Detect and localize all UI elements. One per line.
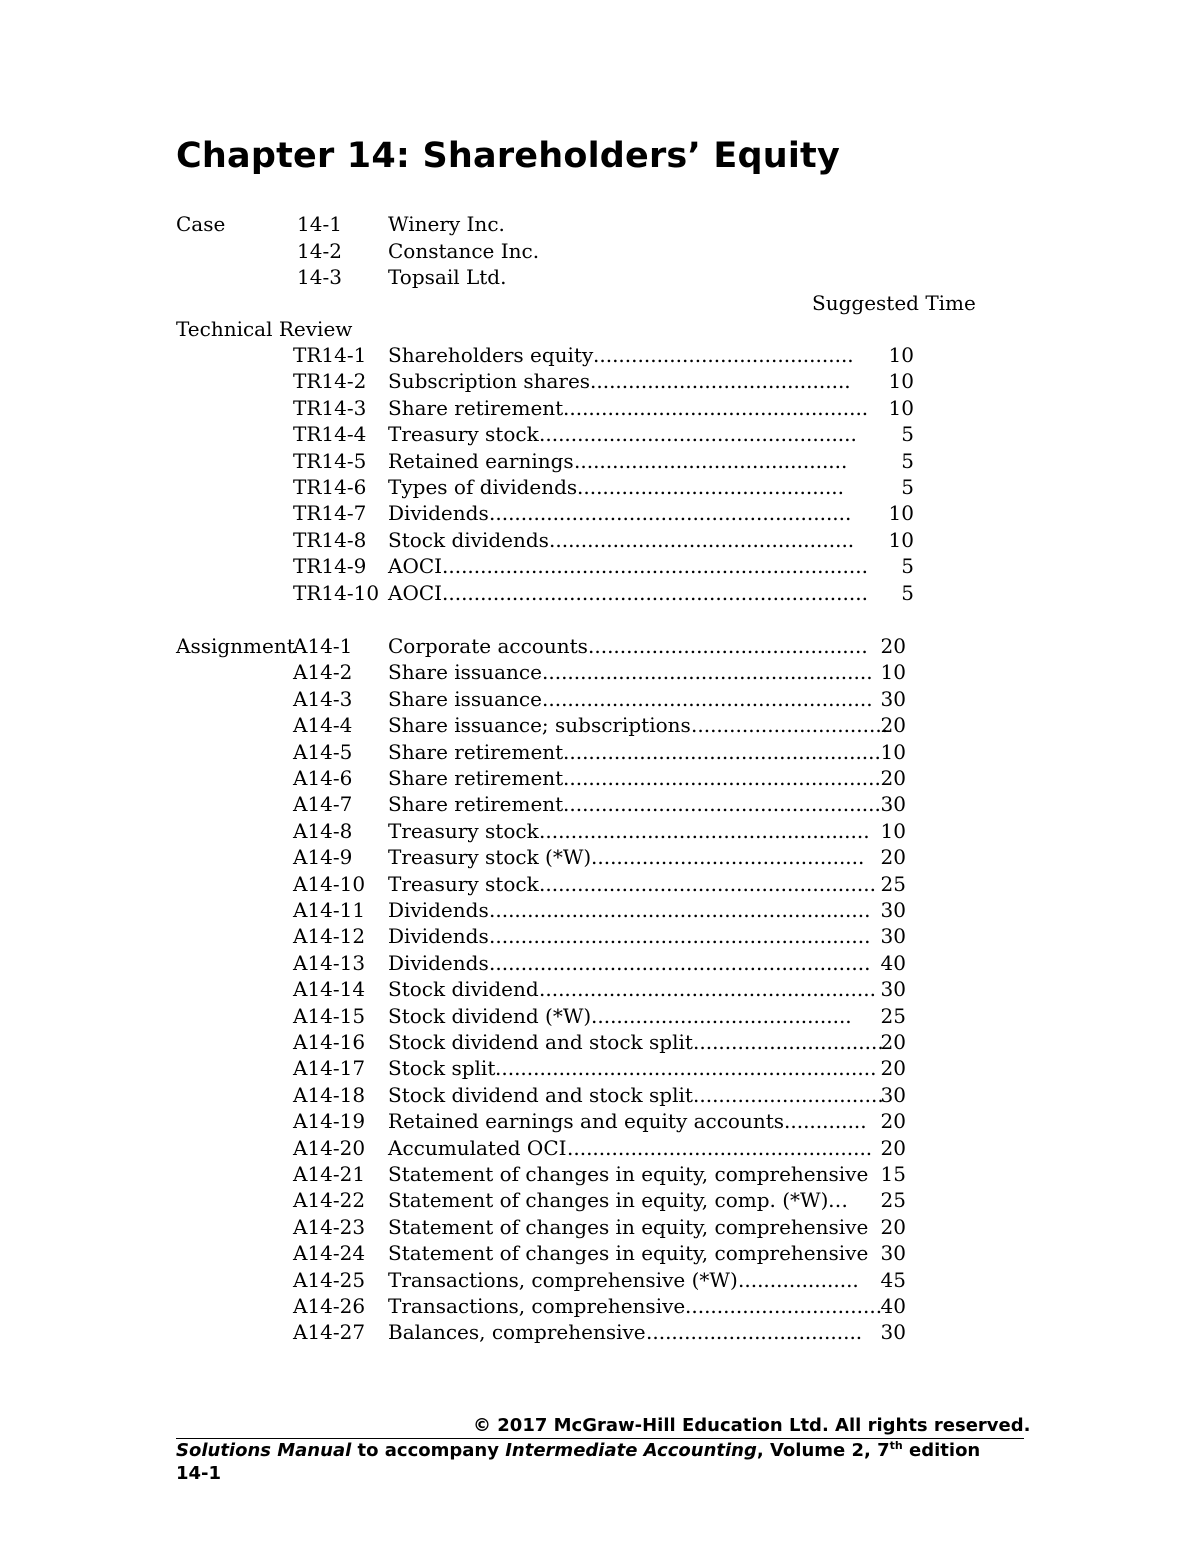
tr-time: 10 [888, 343, 914, 367]
assignment-name: Stock split [388, 1056, 496, 1081]
assignment-name: Dividends [388, 898, 489, 922]
assignment-name: Transactions, comprehensive [388, 1294, 686, 1318]
assignment-id: A14-2 [293, 660, 353, 685]
assignment-time: 30 [880, 1320, 906, 1345]
tr-name: Types of dividends [388, 475, 578, 499]
assignment-leader-dots: ......................................... [591, 1003, 852, 1028]
copyright-notice: © 2017 McGraw-Hill Education Ltd. All rights reserved. [473, 1415, 1031, 1436]
tr-time: 5 [901, 580, 914, 605]
assignment-name: Retained earnings and equity accounts [388, 1109, 785, 1134]
book-citation [176, 1440, 980, 1462]
assignment-id: A14-26 [293, 1294, 366, 1318]
tr-leader-dots: .................................................. [539, 422, 857, 447]
tr-time: 5 [901, 475, 914, 499]
book-title: Intermediate Accounting [505, 1440, 757, 1461]
assignment-time: 25 [880, 1003, 906, 1028]
assignment-time: 25 [880, 1188, 906, 1213]
assignment-id: A14-6 [293, 766, 353, 790]
assignment-name: Dividends [388, 950, 489, 975]
assignment-time: 10 [880, 818, 906, 843]
assignment-leader-dots: ............................................................ [489, 898, 871, 922]
assignment-leader-dots: ............. [784, 1109, 867, 1134]
assignment-name: Treasury stock [388, 818, 539, 843]
assignment-leader-dots: .................................................... [542, 660, 873, 685]
assignment-time: 30 [880, 898, 906, 922]
edition-superscript: th [889, 1439, 903, 1452]
assignment-name: Stock dividend (*W) [388, 1003, 592, 1028]
assignment-leader-dots: .............................. [693, 1082, 884, 1107]
tr-time: 5 [901, 422, 914, 447]
citation-accompany: to accompany [351, 1440, 506, 1461]
tr-name: Treasury stock [388, 422, 539, 447]
manual-title: Solutions Manual [176, 1440, 352, 1461]
assignment-leader-dots: ............................................ [588, 634, 868, 658]
case-id: 14-3 [297, 265, 342, 289]
assignment-id: A14-20 [293, 1135, 366, 1160]
assignment-time: 30 [880, 686, 906, 711]
tr-id: TR14-9 [293, 554, 367, 579]
assignment-id: A14-1 [293, 634, 353, 658]
assignment-time: 20 [880, 1109, 906, 1134]
assignment-time: 10 [880, 660, 906, 685]
assignment-leader-dots: … [828, 1188, 848, 1213]
tr-leader-dots: ................................................ [549, 527, 855, 552]
case-id: 14-2 [297, 238, 342, 263]
assignment-id: A14-22 [293, 1188, 366, 1213]
assignment-leader-dots: ............................... [685, 1294, 883, 1318]
assignment-id: A14-13 [293, 950, 366, 975]
citation-edition: edition [902, 1440, 981, 1461]
assignment-name: Treasury stock (*W) [388, 845, 592, 870]
assignment-time: 30 [880, 1082, 906, 1107]
citation-volume: , Volume 2, 7 [756, 1440, 890, 1461]
assignment-leader-dots: ..................................................... [539, 871, 876, 896]
assignment-leader-dots: ..................................................... [539, 977, 876, 1002]
assignment-id: A14-25 [293, 1267, 366, 1292]
tr-leader-dots: ......................................... [593, 343, 854, 367]
assignment-name: Statement of changes in equity, comprehensive [388, 1241, 869, 1266]
assignment-id: A14-27 [293, 1320, 366, 1345]
assignment-name: Accumulated OCI [388, 1135, 567, 1160]
assignment-name: Statement of changes in equity, comprehensive [388, 1162, 869, 1186]
assignment-id: A14-5 [293, 739, 353, 764]
assignment-name: Stock dividend and stock split [388, 1082, 693, 1107]
assignment-id: A14-17 [293, 1056, 366, 1081]
tr-name: Subscription shares [388, 369, 591, 394]
assignment-name: Dividends [388, 924, 489, 949]
assignment-time: 20 [880, 634, 906, 658]
assignment-id: A14-19 [293, 1109, 366, 1134]
tr-leader-dots: ................................................ [563, 395, 869, 420]
assignment-id: A14-14 [293, 977, 366, 1002]
tr-time: 10 [888, 395, 914, 420]
assignment-id: A14-24 [293, 1241, 366, 1266]
assignment-leader-dots: ................... [738, 1267, 859, 1292]
assignment-time: 40 [880, 1294, 906, 1318]
assignment-leader-dots: ............................................................ [489, 924, 871, 949]
tr-time: 10 [888, 369, 914, 394]
assignment-name: Share issuance; subscriptions [388, 713, 691, 738]
assignment-name: Treasury stock [388, 871, 539, 896]
assignment-time: 30 [880, 1241, 906, 1266]
tr-id: TR14-1 [293, 343, 367, 367]
assignment-time: 20 [880, 1214, 906, 1239]
assignment-time: 30 [880, 924, 906, 949]
assignment-name: Share retirement [388, 792, 564, 817]
tr-name: AOCI [388, 580, 443, 605]
tr-id: TR14-4 [293, 422, 367, 447]
assignment-time: 45 [880, 1267, 906, 1292]
assignment-id: A14-15 [293, 1003, 366, 1028]
assignment-time: 20 [880, 713, 906, 738]
assignment-name: Share retirement [388, 739, 564, 764]
page-title: Chapter 14: Shareholders’ Equity [176, 136, 840, 176]
assignment-id: A14-4 [293, 713, 353, 738]
tr-name: Share retirement [388, 395, 564, 420]
tr-id: TR14-10 [293, 580, 380, 605]
case-name: Winery Inc. [388, 212, 505, 236]
tr-leader-dots: ................................................................... [442, 580, 868, 605]
assignment-leader-dots: .................................................. [563, 739, 881, 764]
tr-leader-dots: ................................................................... [442, 554, 868, 579]
tr-id: TR14-3 [293, 395, 367, 420]
assignment-id: A14-3 [293, 686, 353, 711]
case-id: 14-1 [297, 212, 342, 236]
assignment-name: Transactions, comprehensive (*W) [388, 1267, 738, 1292]
assignment-name: Corporate accounts [388, 634, 588, 658]
assignment-leader-dots: ........................................... [591, 845, 865, 870]
tr-name: Retained earnings [388, 448, 574, 473]
assignment-name: Stock dividend [388, 977, 539, 1002]
tr-time: 5 [901, 448, 914, 473]
assignment-name: Share retirement [388, 766, 564, 790]
assignment-name: Balances, comprehensive [388, 1320, 646, 1345]
tr-time: 10 [888, 501, 914, 526]
assignment-id: A14-21 [293, 1162, 366, 1186]
assignment-leader-dots: .................................................. [563, 792, 881, 817]
assignment-time: 30 [880, 792, 906, 817]
assignment-time: 10 [880, 739, 906, 764]
tr-leader-dots: ......................................... [590, 369, 851, 394]
assignment-id: A14-16 [293, 1030, 366, 1054]
case-name: Constance Inc. [388, 238, 540, 263]
assignment-id: A14-23 [293, 1214, 366, 1239]
tr-id: TR14-8 [293, 527, 367, 552]
assignment-time: 20 [880, 1030, 906, 1054]
assignment-leader-dots: .............................. [693, 1030, 884, 1054]
assignment-id: A14-10 [293, 871, 366, 896]
tr-time: 10 [888, 527, 914, 552]
assignment-time: 20 [880, 1135, 906, 1160]
assignment-time: 25 [880, 871, 906, 896]
assignment-time: 20 [880, 766, 906, 790]
case-name: Topsail Ltd. [388, 265, 507, 289]
tr-name: Shareholders equity [388, 343, 594, 367]
tr-time: 5 [901, 554, 914, 579]
assignment-leader-dots: ............................... [691, 713, 889, 738]
technical-review-label: Technical Review [176, 317, 353, 341]
assignment-leader-dots: ................................................ [567, 1135, 873, 1160]
assignment-id: A14-9 [293, 845, 353, 870]
assignment-leader-dots: ............................................................ [489, 950, 871, 975]
assignment-name: Statement of changes in equity, comprehensive [388, 1214, 869, 1239]
assignment-leader-dots: .................................................... [539, 818, 870, 843]
tr-id: TR14-7 [293, 501, 367, 526]
tr-name: Stock dividends [388, 527, 549, 552]
page-number: 14-1 [176, 1463, 222, 1484]
assignment-id: A14-12 [293, 924, 366, 949]
tr-leader-dots: .......................................... [577, 475, 845, 499]
tr-id: TR14-6 [293, 475, 367, 499]
case-label: Case [176, 212, 226, 236]
assignment-time: 40 [880, 950, 906, 975]
assignment-name: Share issuance [388, 686, 542, 711]
assignment-time: 15 [880, 1162, 906, 1186]
assignment-id: A14-7 [293, 792, 353, 817]
assignment-leader-dots: .................................. [646, 1320, 863, 1345]
assignment-leader-dots: .................................................. [563, 766, 881, 790]
tr-id: TR14-5 [293, 448, 367, 473]
assignment-name: Stock dividend and stock split [388, 1030, 693, 1054]
assignment-leader-dots: .................................................... [542, 686, 873, 711]
assignment-name: Share issuance [388, 660, 542, 685]
tr-id: TR14-2 [293, 369, 367, 394]
suggested-time-header: Suggested Time [812, 291, 976, 315]
tr-name: AOCI [388, 554, 443, 579]
tr-leader-dots: ......................................................... [489, 501, 852, 526]
assignment-id: A14-11 [293, 898, 366, 922]
assignment-id: A14-18 [293, 1082, 366, 1107]
assignment-name: Statement of changes in equity, comp. (*W) [388, 1188, 829, 1213]
assignment-time: 20 [880, 845, 906, 870]
assignment-id: A14-8 [293, 818, 353, 843]
assignment-label: Assignment [176, 634, 295, 658]
tr-name: Dividends [388, 501, 489, 526]
assignment-time: 20 [880, 1056, 906, 1081]
tr-leader-dots: ........................................... [574, 448, 848, 473]
assignment-time: 30 [880, 977, 906, 1002]
assignment-leader-dots: ............................................................ [495, 1056, 877, 1081]
